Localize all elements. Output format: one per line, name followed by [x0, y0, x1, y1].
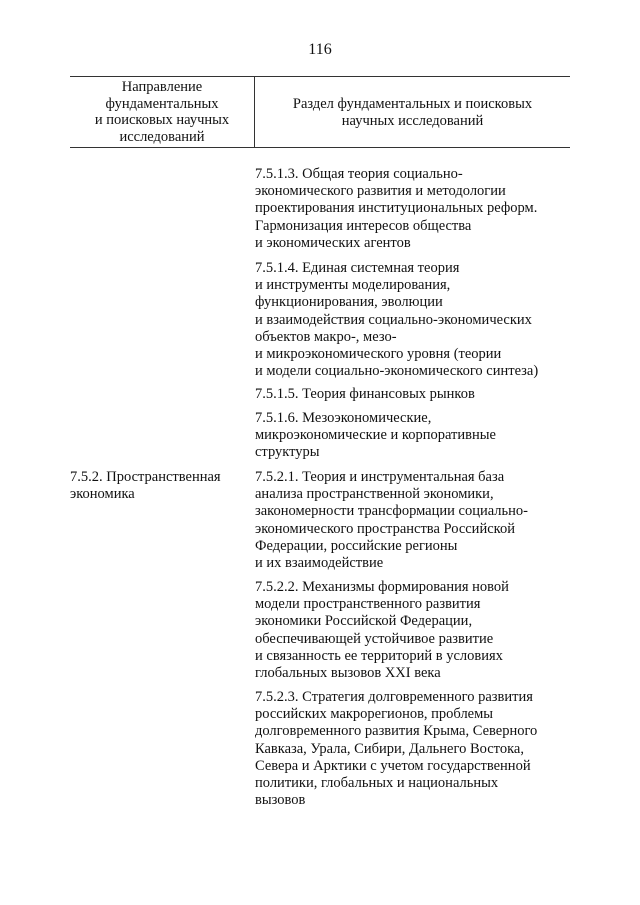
entry-line: долговременного развития Крыма, Северного	[255, 723, 538, 740]
entry-line: и их взаимодействие	[255, 555, 384, 572]
entry-line: экономики Российской Федерации,	[255, 613, 473, 630]
entry-line: модели пространственного развития	[255, 596, 481, 613]
section-entry-7-5-2-1	[255, 469, 575, 572]
entry-line: 7.5.1.5. Теория финансовых рынков	[255, 386, 475, 402]
entry-line: Федерации, российские регионы	[255, 537, 458, 554]
entry-line: экономического развития и методологии	[255, 183, 506, 200]
entry-line: и модели социально-экономического синтеза)	[255, 363, 539, 380]
header-right-line: Раздел фундаментальных и поисковых	[292, 96, 533, 112]
header-left-line: и поисковых научных	[94, 112, 230, 128]
header-left-line: фундаментальных	[105, 95, 219, 112]
section-entry-7-5-1-5	[255, 386, 575, 403]
entry-line: 7.5.1.6. Мезоэкономические,	[255, 410, 432, 426]
section-entry-7-5-1-6	[255, 410, 575, 462]
section-entry-7-5-2-2	[255, 579, 575, 682]
table-header	[70, 76, 570, 148]
entry-line: обеспечивающей устойчивое развитие	[255, 630, 494, 647]
entry-line: 7.5.1.4. Единая системная теория	[255, 260, 460, 276]
entry-line: анализа пространственной экономики,	[255, 486, 494, 503]
entry-line: 7.5.2.2. Механизмы формирования новой	[255, 579, 509, 595]
header-section-column	[255, 96, 570, 129]
section-entry-7-5-1-4	[255, 260, 575, 380]
entry-line: глобальных вызовов XXI века	[255, 665, 441, 682]
entry-line: 7.5.1.3. Общая теория социально-	[255, 166, 463, 182]
section-entry-7-5-1-3	[255, 166, 575, 252]
entry-line: Севера и Арктики с учетом государственной	[255, 757, 531, 774]
header-direction-column	[70, 79, 254, 145]
header-right-line: научных исследований	[341, 112, 484, 129]
entry-line: объектов макро-, мезо-	[255, 328, 397, 345]
direction-label-7-5-2	[70, 469, 245, 503]
entry-line: Гармонизация интересов общества	[255, 217, 472, 234]
entry-line: микроэкономические и корпоративные	[255, 427, 496, 444]
entry-line: и взаимодействия социально-экономических	[255, 311, 532, 328]
direction-line: 7.5.2. Пространственная	[70, 469, 221, 485]
entry-line: функционирования, эволюции	[255, 294, 443, 311]
entry-line: вызовов	[255, 792, 306, 809]
entry-line: и инструменты моделирования,	[255, 277, 451, 294]
entry-line: российских макрорегионов, проблемы	[255, 706, 494, 723]
header-left-line: Направление	[121, 79, 203, 95]
entry-line: закономерности трансформации социально-	[255, 503, 528, 520]
entry-line: Кавказа, Урала, Сибири, Дальнего Востока,	[255, 740, 524, 757]
header-left-line: исследований	[119, 128, 205, 145]
entry-line: и связанность ее территорий в условиях	[255, 647, 503, 664]
entry-line: и микроэкономического уровня (теории	[255, 346, 502, 363]
entry-line: экономического пространства Российской	[255, 520, 515, 537]
section-entry-7-5-2-3	[255, 689, 575, 809]
entry-line: проектирования институциональных реформ.	[255, 200, 538, 217]
entry-line: и экономических агентов	[255, 234, 411, 251]
direction-line: экономика	[70, 486, 135, 502]
entry-line: структуры	[255, 444, 320, 461]
page-number: 116	[308, 41, 332, 58]
entry-line: 7.5.2.3. Стратегия долговременного развития	[255, 689, 533, 705]
entry-line: политики, глобальных и национальных	[255, 775, 499, 792]
entry-line: 7.5.2.1. Теория и инструментальная база	[255, 469, 505, 485]
